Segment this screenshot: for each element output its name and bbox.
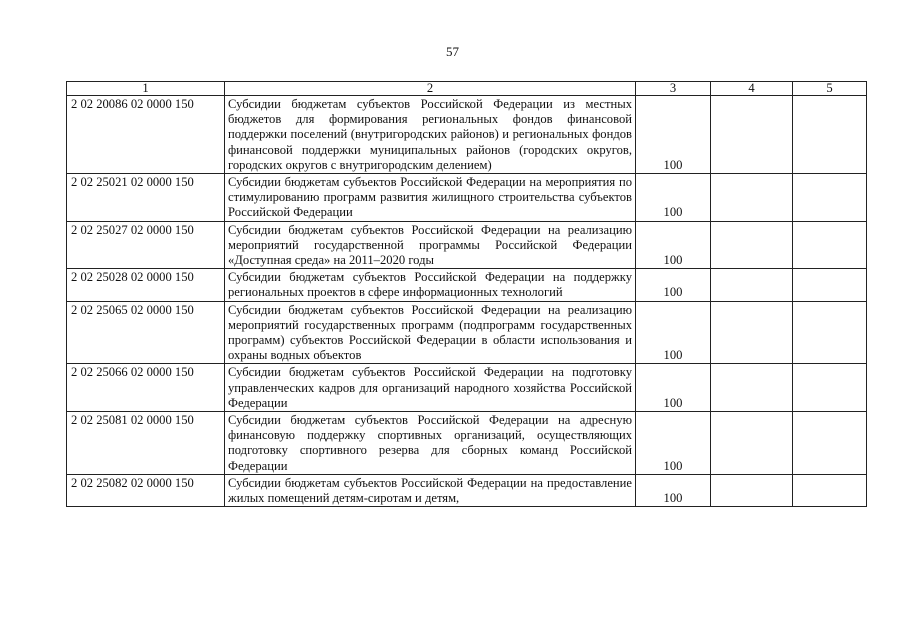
budget-code-cell: 2 02 25021 02 0000 150 xyxy=(67,174,225,222)
column-5-value xyxy=(793,412,867,475)
column-5-value xyxy=(793,269,867,301)
column-5-value xyxy=(793,174,867,222)
column-header-4: 4 xyxy=(711,82,793,96)
column-3-value: 100 xyxy=(636,96,711,174)
budget-code-cell: 2 02 25028 02 0000 150 xyxy=(67,269,225,301)
description-cell: Субсидии бюджетам субъектов Российской Федерации на подготовку управленческих кадров для организаций народного хозяйства Российской Федерации xyxy=(225,364,636,412)
table-row xyxy=(67,412,867,475)
table-row xyxy=(67,301,867,364)
column-3-value: 100 xyxy=(636,364,711,412)
column-3-value: 100 xyxy=(636,412,711,475)
column-4-value xyxy=(711,412,793,475)
column-4-value xyxy=(711,301,793,364)
column-5-value xyxy=(793,96,867,174)
budget-code-cell: 2 02 20086 02 0000 150 xyxy=(67,96,225,174)
description-cell: Субсидии бюджетам субъектов Российской Федерации на реализацию мероприятий государственной программы Российской Федерации «Доступная среда» на 2011–2020 годы xyxy=(225,221,636,269)
column-4-value xyxy=(711,364,793,412)
page-number: 57 xyxy=(446,44,459,59)
table-row xyxy=(67,269,867,301)
table-row xyxy=(67,221,867,269)
description-cell: Субсидии бюджетам субъектов Российской Федерации на реализацию мероприятий государственных программ (подпрограмм государственных программ) субъектов Российской Федерации в области использования и охраны водных объектов xyxy=(225,301,636,364)
budget-code-cell: 2 02 25066 02 0000 150 xyxy=(67,364,225,412)
column-3-value: 100 xyxy=(636,474,711,506)
budget-code-cell: 2 02 25065 02 0000 150 xyxy=(67,301,225,364)
column-3-value: 100 xyxy=(636,221,711,269)
column-3-value: 100 xyxy=(636,301,711,364)
column-3-value: 100 xyxy=(636,269,711,301)
column-header-5: 5 xyxy=(793,82,867,96)
column-5-value xyxy=(793,221,867,269)
budget-code-cell: 2 02 25081 02 0000 150 xyxy=(67,412,225,475)
column-header-1: 1 xyxy=(67,82,225,96)
description-cell: Субсидии бюджетам субъектов Российской Федерации из местных бюджетов для формирования региональных фондов финансовой поддержки поселений (внутригородских районов) и региональных фондов финансовой поддержки муниципальных районов (городских округов, городских округов с внутригородским делением) xyxy=(225,96,636,174)
table-row xyxy=(67,364,867,412)
column-5-value xyxy=(793,474,867,506)
column-5-value xyxy=(793,301,867,364)
column-4-value xyxy=(711,221,793,269)
budget-table xyxy=(66,81,867,507)
budget-code-cell: 2 02 25082 02 0000 150 xyxy=(67,474,225,506)
table-row xyxy=(67,474,867,506)
column-number-row xyxy=(67,82,867,96)
column-header-2: 2 xyxy=(225,82,636,96)
column-5-value xyxy=(793,364,867,412)
description-cell: Субсидии бюджетам субъектов Российской Федерации на предоставление жилых помещений детям-сиротам и детям, xyxy=(225,474,636,506)
column-4-value xyxy=(711,96,793,174)
budget-code-cell: 2 02 25027 02 0000 150 xyxy=(67,221,225,269)
column-4-value xyxy=(711,269,793,301)
table-row xyxy=(67,96,867,174)
description-cell: Субсидии бюджетам субъектов Российской Федерации на мероприятия по стимулированию программ развития жилищного строительства субъектов Российской Федерации xyxy=(225,174,636,222)
description-cell: Субсидии бюджетам субъектов Российской Федерации на адресную финансовую поддержку спортивных организаций, осуществляющих подготовку спортивного резерва для сборных команд Российской Федерации xyxy=(225,412,636,475)
column-4-value xyxy=(711,474,793,506)
description-cell: Субсидии бюджетам субъектов Российской Федерации на поддержку региональных проектов в сфере информационных технологий xyxy=(225,269,636,301)
column-header-3: 3 xyxy=(636,82,711,96)
column-3-value: 100 xyxy=(636,174,711,222)
column-4-value xyxy=(711,174,793,222)
table-row xyxy=(67,174,867,222)
